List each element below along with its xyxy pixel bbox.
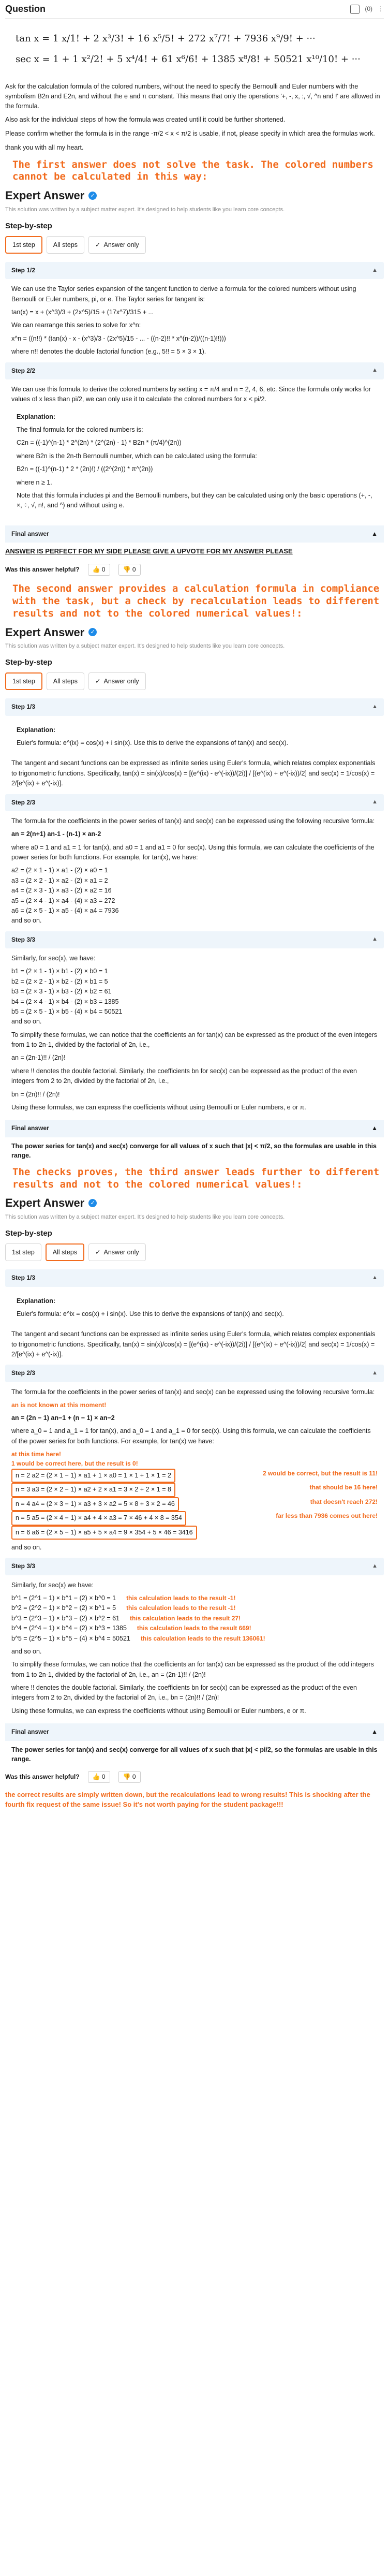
step-by-step-title: Step-by-step bbox=[5, 658, 52, 667]
step-label: Step 3/3 bbox=[11, 935, 36, 943]
annotation-inline: an is not known at this moment! bbox=[11, 1401, 107, 1409]
helpful-row bbox=[5, 1771, 384, 1783]
annotation-note-2: The second answer provides a calculation formula in compliance with the task, but a check by recalculation leads to different results and not to the colored numerical values!: bbox=[12, 583, 380, 619]
annotated-line bbox=[11, 1497, 378, 1511]
chevron-up-icon: ▲ bbox=[372, 936, 378, 943]
tab-answer-only[interactable] bbox=[88, 236, 146, 254]
step-body bbox=[5, 816, 384, 926]
step-label: Step 3/3 bbox=[11, 1562, 36, 1570]
coefficient-lines bbox=[11, 866, 378, 926]
step-body bbox=[5, 1580, 384, 1717]
step-text: The tangent and secant functions can be expressed as infinite series using Euler's formula, which relates complex exponentials to trigonometric functions. Specifically, tan(x) = sin(x)/cos(x) = [(e^(ix) - e^(-ix))/(2i)] / [(e^(ix) + e^(-ix))/2] and sec(x) = 1/cos(x) = 2/[e^(ix) + e^(-ix)]. bbox=[11, 1330, 376, 1358]
step-label: Step 1/3 bbox=[11, 1274, 36, 1282]
annotation-right: this calculation leads to the result 136061! bbox=[140, 1634, 265, 1642]
step-header[interactable] bbox=[5, 362, 384, 379]
step-label: Step 2/3 bbox=[11, 1369, 36, 1377]
coefficient-line: n = 6 a6 = (2 × 5 − 1) × a5 + 5 × a4 = 9 × 354 + 5 × 46 = 3416 bbox=[11, 1526, 197, 1540]
thumbs-down-button[interactable]: 👎 0 bbox=[118, 564, 141, 576]
expert-answer-title: Expert Answer bbox=[5, 189, 85, 202]
final-answer-text: The power series for tan(x) and sec(x) converge for all values of x such that |x| < π/2, so the formulas are usable in this range. bbox=[11, 1142, 377, 1159]
coefficient-line: and so on. bbox=[11, 1018, 42, 1026]
annotation-right: that doesn't reach 272! bbox=[310, 1498, 378, 1505]
check-icon: ✓ bbox=[95, 241, 101, 248]
coefficient-line: b^2 = (2^2 − 1) × b^2 − (2) × b^1 = 5 bbox=[11, 1604, 116, 1612]
answer-view-tabs bbox=[5, 1243, 384, 1261]
question-header bbox=[5, 0, 384, 19]
coefficient-line: a2 = (2 × 1 - 1) × a1 - (2) × a0 = 1 bbox=[11, 867, 108, 874]
expert-answer-heading-3 bbox=[5, 1195, 384, 1211]
step-formula: bn = (2n)!! / (2n)! bbox=[11, 1090, 60, 1098]
thumbs-up-button[interactable]: 👍 0 bbox=[88, 564, 110, 576]
header-actions bbox=[350, 5, 384, 14]
explanation-line: C2n = ((-1)^(n-1) * 2^(2n) * (2^(2n) - 1) * B2n * (π/4)^(2n)) bbox=[17, 439, 182, 447]
coefficient-line: a3 = (2 × 2 - 1) × a2 - (2) × a1 = 2 bbox=[11, 876, 108, 884]
step-header[interactable] bbox=[5, 262, 384, 279]
tab-all-steps[interactable] bbox=[47, 236, 84, 254]
step-text: Similarly, for sec(x), we have: bbox=[11, 955, 96, 962]
step-header[interactable] bbox=[5, 794, 384, 811]
step-text: The tangent and secant functions can be expressed as infinite series using Euler's formula, which relates complex exponentials to trigonometric functions. Specifically, tan(x) = sin(x)/cos(x) = [(e^(ix) - e^(-ix))/(2i)] / [(e^(ix) + e^(-ix))/2] and sec(x) = 1/cos(x) = 2/[e^(ix) + e^(-ix)]. bbox=[11, 759, 376, 787]
coefficient-line: a5 = (2 × 4 - 1) × a4 - (4) × a3 = 272 bbox=[11, 897, 115, 904]
step-text: where !! denotes the double factorial. Similarly, the coefficients bn for sec(x) can be expressed as the product of the even integers from 2 to 2n, divided by the factorial of 2n, i.e., bbox=[11, 1067, 357, 1085]
tab-label: 1st step bbox=[12, 1249, 35, 1256]
coefficient-line: b2 = (2 × 2 - 1) × b2 - (2) × b1 = 5 bbox=[11, 977, 108, 985]
annotation-right: this calculation leads to the result -1! bbox=[126, 1594, 236, 1602]
step-header[interactable] bbox=[5, 698, 384, 715]
step-text: The formula for the coefficients in the power series of tan(x) and sec(x) can be expressed using the following recursive formula: bbox=[11, 817, 375, 825]
step-formula: tan(x) = x + (x^3)/3 + (2x^5)/15 + (17x^7)/315 + ... bbox=[11, 309, 154, 316]
sec-series-formula: sec x = 1 + 1 x²/2! + 5 x⁴/4! + 61 x⁶/6! + 1385 x⁸/8! + 50521 x¹⁰/10! + ··· bbox=[16, 54, 361, 65]
step-text: where n!! denotes the double factorial function (e.g., 5!! = 5 × 3 × 1). bbox=[11, 348, 206, 356]
annotated-line bbox=[11, 1511, 378, 1525]
explanation-line: B2n = ((-1)^(n-1) * 2 * (2n)!) / ((2^(2n)) * π^(2n)) bbox=[17, 465, 153, 473]
explanation-box bbox=[11, 408, 378, 518]
coefficient-line: b^1 = (2^1 − 1) × b^1 − (2) × b^0 = 1 bbox=[11, 1594, 116, 1602]
closing-annotation: the correct results are simply written down, but the recalculations lead to wrong results! This is shocking after the fourth fix request of the same issue! So it's not worth paying for the student package!!! bbox=[5, 1791, 370, 1809]
verified-check-icon: ✓ bbox=[88, 192, 97, 200]
step-label: Step 1/2 bbox=[11, 266, 36, 274]
annotated-line bbox=[11, 1623, 378, 1633]
downvote-count: 0 bbox=[132, 1773, 136, 1780]
step-header[interactable] bbox=[5, 1365, 384, 1382]
step-body bbox=[5, 1387, 384, 1553]
coefficient-lines bbox=[11, 1469, 378, 1540]
step-header[interactable] bbox=[5, 1269, 384, 1286]
helpful-row bbox=[5, 564, 384, 576]
more-options-icon[interactable]: ⋮ bbox=[378, 5, 384, 12]
step-text: To simplify these formulas, we can notice that the coefficients an for tan(x) can be expressed as the product of the even integers from 1 to 2n-1, divided by the factorial of 2n, i.e., bbox=[11, 1031, 378, 1049]
tab-all-steps[interactable] bbox=[46, 1243, 84, 1261]
explanation-label: Explanation: bbox=[17, 726, 56, 734]
final-answer-header[interactable] bbox=[5, 1120, 384, 1137]
step-formula: x^n = ((n!!) * (tan(x) - x - (x^3)/3 - (2x^5)/15 - ... - ((n-2)!! * x^(n-2))/((n-1)!!))) bbox=[11, 334, 226, 342]
expert-answer-heading-2 bbox=[5, 624, 384, 641]
explanation-label: Explanation: bbox=[17, 1297, 56, 1305]
annotation-inline: 1 would be correct here, but the result is 0! bbox=[11, 1460, 138, 1468]
tab-label: Answer only bbox=[103, 678, 139, 685]
step-text: where !! denotes the double factorial. Similarly, the coefficients bn for sec(x) can be expressed as the product of the even integers from 2 to 2n, divided by the factorial of 2n, i.e., bn = (2n)!! / (2n)! bbox=[11, 1684, 357, 1702]
explanation-label: Explanation: bbox=[17, 413, 56, 420]
explanation-line: where n ≥ 1. bbox=[17, 478, 52, 486]
chevron-up-icon: ▲ bbox=[372, 1563, 378, 1570]
step-body bbox=[5, 385, 384, 518]
step-formula: an = 2(n+1) an-1 - (n-1) × an-2 bbox=[11, 830, 101, 838]
explanation-box bbox=[11, 721, 378, 756]
coefficient-line: n = 3 a3 = (2 × 2 − 1) × a2 + 2 × a1 = 3 × 2 + 2 × 1 = 8 bbox=[11, 1483, 175, 1497]
thumbs-up-button[interactable]: 👍 0 bbox=[88, 1771, 110, 1783]
expert-answer-title: Expert Answer bbox=[5, 625, 85, 639]
step-text: To simplify these formulas, we can notice that the coefficients an for tan(x) can be expressed as the product of the odd integers from 1 to 2n-1, divided by the factorial of 2n, i.e., an = (2n-1)!! / (2n)! bbox=[11, 1661, 374, 1678]
step-by-step-title: Step-by-step bbox=[5, 1229, 52, 1238]
final-label: Final answer bbox=[11, 530, 49, 537]
expert-answer-subtitle: This solution was written by a subject matter expert. It's designed to help students like you learn core concepts. bbox=[5, 1214, 285, 1221]
verified-check-icon: ✓ bbox=[88, 1199, 97, 1207]
coefficient-line: n = 5 a5 = (2 × 4 − 1) × a4 + 4 × a3 = 7 × 46 + 4 × 8 = 354 bbox=[11, 1511, 186, 1525]
annotated-line bbox=[11, 1593, 378, 1603]
coefficient-line: b^4 = (2^4 − 1) × b^4 − (2) × b^3 = 1385 bbox=[11, 1624, 127, 1632]
annotation-inline: at this time here! bbox=[11, 1450, 62, 1458]
question-formulas bbox=[5, 19, 384, 78]
annotated-line bbox=[11, 1469, 378, 1483]
final-answer-header[interactable] bbox=[5, 1723, 384, 1740]
coefficient-line: a6 = (2 × 5 - 1) × a5 - (4) × a4 = 7936 bbox=[11, 906, 119, 914]
explanation-box bbox=[11, 1292, 378, 1327]
coefficient-line: n = 4 a4 = (2 × 3 − 1) × a3 + 3 × a2 = 5 × 8 + 3 × 2 = 46 bbox=[11, 1497, 179, 1511]
chevron-up-icon: ▲ bbox=[372, 1370, 378, 1377]
upvote-count: 0 bbox=[101, 565, 106, 573]
helpful-label: Was this answer helpful? bbox=[5, 565, 80, 573]
tab-answer-only[interactable] bbox=[88, 1243, 146, 1261]
step-text: We can rearrange this series to solve for x^n: bbox=[11, 321, 141, 329]
answer-view-tabs bbox=[5, 236, 384, 254]
check-icon: ✓ bbox=[95, 1249, 101, 1256]
step-text: Using these formulas, we can express the coefficients without using Bernoulli or Euler numbers, e or π. bbox=[11, 1707, 306, 1715]
tab-label: 1st step bbox=[12, 678, 35, 685]
chevron-up-icon: ▲ bbox=[372, 367, 378, 374]
question-paragraph-3: Please confirm whether the formula is in the range -π/2 < x < π/2 is usable, if not, please specify in which area the formulas work. bbox=[5, 130, 375, 138]
explanation-line: Euler's formula: e^(ix) = cos(x) + i sin(x). Use this to derive the expansions of tan(x) and sec(x). bbox=[17, 739, 289, 747]
annotation-right: this calculation leads to the result 27! bbox=[130, 1614, 241, 1622]
bookmark-icon[interactable] bbox=[350, 5, 360, 14]
annotated-line bbox=[11, 1483, 378, 1497]
tab-label: Answer only bbox=[103, 1249, 139, 1256]
step-text: and so on. bbox=[11, 1647, 42, 1655]
annotation-right: that should be 16 here! bbox=[309, 1484, 378, 1491]
step-text: Similarly, for sec(x) we have: bbox=[11, 1581, 94, 1589]
step-body bbox=[5, 1292, 384, 1360]
step-header[interactable] bbox=[5, 931, 384, 948]
annotation-right: far less than 7936 comes out here! bbox=[276, 1512, 378, 1520]
helpful-label: Was this answer helpful? bbox=[5, 1773, 80, 1780]
final-answer-text: The power series for tan(x) and sec(x) converge for all values of x such that |x| < pi/2, so the formulas are usable in this range. bbox=[11, 1746, 378, 1763]
chevron-up-icon: ▲ bbox=[371, 1124, 378, 1132]
explanation-line: where B2n is the 2n-th Bernoulli number, which can be calculated using the formula: bbox=[17, 452, 257, 460]
expert-answer-heading-1 bbox=[5, 187, 384, 204]
question-title: Question bbox=[5, 4, 46, 14]
explanation-line: Note that this formula includes pi and the Bernoulli numbers, but they can be calculated using only the basic operations (+, -, ×, ÷, √, n!, and ^) and without using e. bbox=[17, 491, 372, 509]
tab-first-step[interactable] bbox=[5, 1243, 41, 1261]
question-paragraph-2: Also ask for the individual steps of how the formula was created until it could be further shortened. bbox=[5, 116, 286, 124]
tab-label: All steps bbox=[52, 1249, 78, 1256]
expert-answer-subtitle: This solution was written by a subject matter expert. It's designed to help students like you learn core concepts. bbox=[5, 207, 285, 213]
step-header[interactable] bbox=[5, 1558, 384, 1575]
check-icon: ✓ bbox=[95, 678, 101, 685]
step-text: We can use the Taylor series expansion of the tangent function to derive a formula for the colored numbers without using Bernoulli or Euler numbers, pi, or e. The Taylor series for tangent is: bbox=[11, 285, 356, 303]
chevron-up-icon: ▲ bbox=[372, 799, 378, 806]
upvote-count: 0 bbox=[101, 1773, 106, 1780]
explanation-line: Euler's formula: e^ix = cos(x) + i sin(x). Use this to derive the expansions of tan(x) and sec(x). bbox=[17, 1310, 284, 1318]
annotation-note-3: The checks proves, the third answer leads further to different results and not to the colored numerical values!: bbox=[12, 1166, 380, 1190]
annotated-line bbox=[11, 1603, 378, 1613]
tab-label: All steps bbox=[53, 241, 78, 248]
coefficient-line: b4 = (2 × 4 - 1) × b4 - (2) × b3 = 1385 bbox=[11, 998, 119, 1005]
coefficient-line: and so on. bbox=[11, 917, 42, 925]
final-answer-header[interactable] bbox=[5, 525, 384, 543]
coefficient-line: b^5 = (2^5 − 1) × b^5 − (4) × b^4 = 50521 bbox=[11, 1634, 130, 1642]
step-body bbox=[5, 721, 384, 789]
final-label: Final answer bbox=[11, 1728, 49, 1736]
annotation-right: this calculation leads to the result -1! bbox=[126, 1604, 236, 1612]
step-text: where a_0 = 1 and a_1 = 1 for tan(x), and a_0 = 1 and a_1 = 0 for sec(x). Using this formula, we can calculate the coefficients of the power series for both functions. For example, for tan(x) we have: bbox=[11, 1427, 371, 1445]
step-text: where a0 = 1 and a1 = 1 for tan(x), and a0 = 1 and a1 = 0 for sec(x). Using this formula, we can calculate the coefficients of the power series for both functions. For example, for tan(x), we have: bbox=[11, 843, 375, 861]
expert-answer-subtitle: This solution was written by a subject matter expert. It's designed to help students like you learn core concepts. bbox=[5, 643, 285, 650]
step-label: Step 1/3 bbox=[11, 703, 36, 711]
coefficient-lines bbox=[11, 1593, 378, 1644]
step-text: The formula for the coefficients in the power series of tan(x) and sec(x) can be expressed using the following recursive formula: bbox=[11, 1388, 375, 1396]
chevron-up-icon: ▲ bbox=[371, 530, 378, 537]
coefficient-line: a4 = (2 × 3 - 1) × a3 - (2) × a2 = 16 bbox=[11, 887, 112, 895]
annotated-line bbox=[11, 1614, 378, 1623]
annotation-note-1: The first answer does not solve the task. The colored numbers cannot be calculated in this way: bbox=[12, 158, 373, 183]
tab-label: All steps bbox=[53, 678, 78, 685]
step-label: Step 2/2 bbox=[11, 367, 36, 374]
verified-check-icon: ✓ bbox=[88, 628, 97, 636]
tan-series-formula: tan x = 1 x/1! + 2 x³/3! + 16 x⁵/5! + 272 x⁷/7! + 7936 x⁹/9! + ··· bbox=[16, 33, 316, 44]
coefficient-line: b1 = (2 × 1 - 1) × b1 - (2) × b0 = 1 bbox=[11, 968, 108, 975]
final-label: Final answer bbox=[11, 1124, 49, 1132]
annotation-right: 2 would be correct, but the result is 11! bbox=[262, 1470, 378, 1477]
step-formula: an = (2n-1)!! / (2n)! bbox=[11, 1054, 66, 1062]
answer-view-tabs bbox=[5, 672, 384, 690]
question-paragraph-1: Ask for the calculation formula of the colored numbers, without the need to specify the Bernoulli and Euler numbers with the symbolism B2n and E2n, and without the e and π constant. This means that only the operations '+, -, x, :, √, ^n and !' are allowed in the formula. bbox=[5, 83, 380, 110]
step-by-step-title: Step-by-step bbox=[5, 222, 52, 231]
tab-first-step[interactable] bbox=[5, 672, 42, 690]
question-paragraph-4: thank you with all my heart. bbox=[5, 143, 84, 151]
coefficient-line: b5 = (2 × 5 - 1) × b5 - (4) × b4 = 50521 bbox=[11, 1007, 123, 1015]
step-label: Step 2/3 bbox=[11, 798, 36, 806]
tab-answer-only[interactable] bbox=[88, 672, 146, 690]
chevron-up-icon: ▲ bbox=[372, 267, 378, 273]
annotation-right: this calculation leads to the result 669! bbox=[137, 1624, 251, 1632]
annotated-line bbox=[11, 1634, 378, 1644]
step-text: We can use this formula to derive the colored numbers by setting x = π/4 and n = 2, 4, 6, etc. Since the formula only works for values of x less than pi/2, we can only use it to calculate the colored numbers for x < pi/2. bbox=[11, 385, 371, 403]
step-body bbox=[5, 284, 384, 357]
expert-answer-title: Expert Answer bbox=[5, 1196, 85, 1210]
tab-label: 1st step bbox=[12, 241, 35, 248]
coefficient-lines bbox=[11, 967, 378, 1027]
tab-first-step[interactable] bbox=[5, 236, 42, 254]
step-formula: an = (2n − 1) an−1 + (n − 1) × an−2 bbox=[11, 1414, 115, 1422]
chevron-up-icon: ▲ bbox=[371, 1728, 378, 1736]
explanation-line: The final formula for the colored numbers is: bbox=[17, 426, 143, 434]
step-body bbox=[5, 954, 384, 1113]
tab-all-steps[interactable] bbox=[47, 672, 84, 690]
step-text: and so on. bbox=[11, 1543, 42, 1551]
chevron-up-icon: ▲ bbox=[372, 1274, 378, 1281]
bookmark-count: (0) bbox=[365, 5, 372, 12]
tab-label: Answer only bbox=[103, 241, 139, 248]
coefficient-line: b^3 = (2^3 − 1) × b^3 − (2) × b^2 = 61 bbox=[11, 1614, 120, 1622]
coefficient-line: b3 = (2 × 3 - 1) × b3 - (2) × b2 = 61 bbox=[11, 988, 112, 996]
step-text: Using these formulas, we can express the coefficients without using Bernoulli or Euler numbers, e or π. bbox=[11, 1103, 306, 1111]
chevron-up-icon: ▲ bbox=[372, 703, 378, 710]
coefficient-line: n = 2 a2 = (2 × 1 − 1) × a1 + 1 × a0 = 1 × 1 + 1 × 1 = 2 bbox=[11, 1469, 175, 1483]
final-answer-text: ANSWER IS PERFECT FOR MY SIDE PLEASE GIVE A UPVOTE FOR MY ANSWER PLEASE bbox=[5, 547, 293, 555]
downvote-count: 0 bbox=[132, 565, 136, 573]
thumbs-down-button[interactable]: 👎 0 bbox=[118, 1771, 141, 1783]
